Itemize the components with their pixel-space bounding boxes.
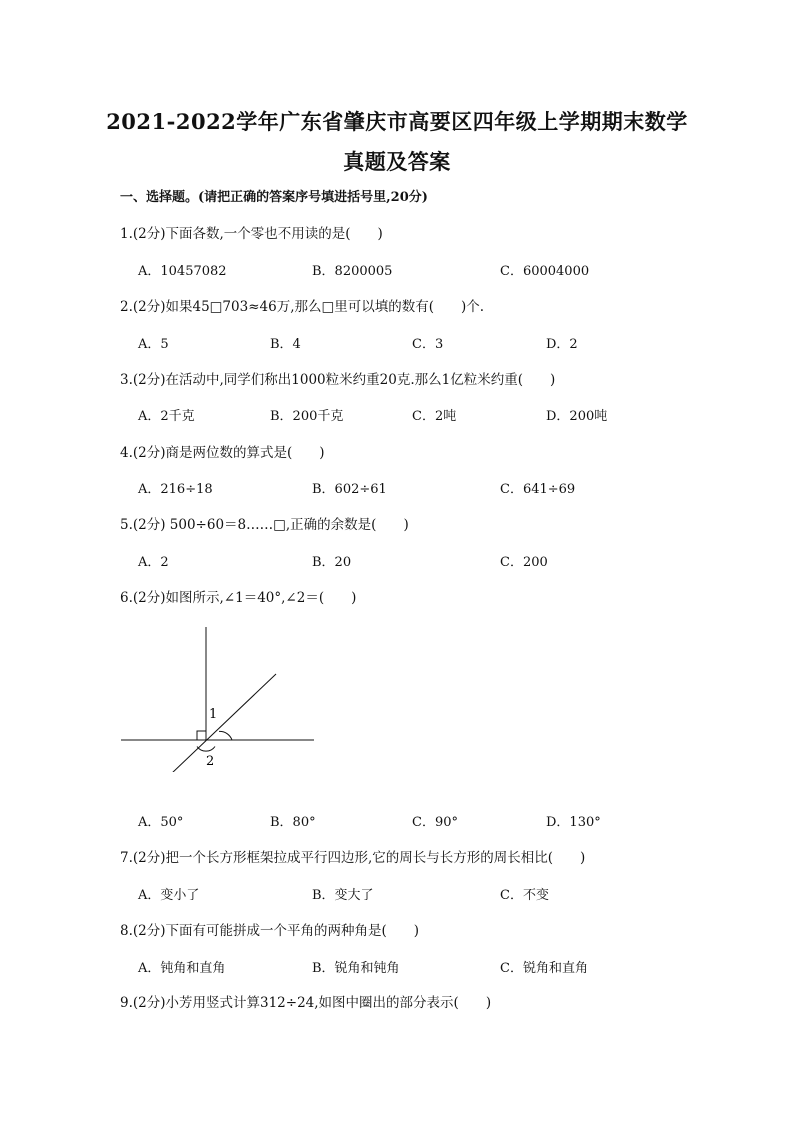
- q6-option-b: B．80°: [270, 815, 316, 830]
- q7-option-c: C．不变: [500, 888, 549, 903]
- angle-diagram: [118, 622, 318, 772]
- q4-option-c: C．641÷69: [500, 482, 576, 497]
- q3-option-b: B．200千克: [270, 409, 344, 424]
- q6-option-c: C．90°: [412, 815, 458, 830]
- q2-option-c: C．3: [412, 337, 444, 352]
- q5-option-a: A．2: [138, 555, 169, 570]
- q1-option-c: C．60004000: [500, 264, 590, 279]
- angle-1-label: 1: [209, 707, 218, 722]
- q1-option-a: A．10457082: [138, 264, 227, 279]
- section-heading: 一、选择题。(请把正确的答案序号填进括号里,20分): [120, 190, 428, 205]
- angle-1-arc: [219, 731, 232, 740]
- q3-option-c: C．2吨: [412, 409, 457, 424]
- question-3: 3.(2分)在活动中,同学们称出1000粒米约重20克.那么1亿粒米约重( ): [120, 372, 556, 388]
- q7-option-a: A．变小了: [138, 888, 200, 903]
- q7-option-b: B．变大了: [312, 888, 374, 903]
- angle-2-label: 2: [206, 754, 215, 769]
- q4-option-a: A．216÷18: [138, 482, 213, 497]
- q8-option-a: A．钝角和直角: [138, 961, 226, 976]
- question-4: 4.(2分)商是两位数的算式是( ): [120, 445, 325, 461]
- q4-option-b: B．602÷61: [312, 482, 387, 497]
- q2-option-a: A．5: [138, 337, 169, 352]
- q8-option-c: C．锐角和直角: [500, 961, 588, 976]
- angle-figure: [118, 622, 318, 772]
- question-5: 5.(2分) 500÷60＝8……□,正确的余数是( ): [120, 517, 409, 533]
- q3-option-a: A．2千克: [138, 409, 195, 424]
- page-title: 2021-2022学年广东省肇庆市高要区四年级上学期期末数学: [106, 109, 688, 134]
- right-angle-mark: [197, 731, 206, 740]
- q5-option-b: B．20: [312, 555, 352, 570]
- page-subtitle: 真题及答案: [343, 149, 451, 174]
- q5-option-c: C．200: [500, 555, 548, 570]
- q3-option-d: D．200吨: [546, 409, 608, 424]
- question-6: 6.(2分)如图所示,∠1＝40°,∠2＝( ): [120, 590, 357, 606]
- question-2: 2.(2分)如果45□703≈46万,那么□里可以填的数有( )个.: [120, 299, 485, 315]
- q2-option-d: D．2: [546, 337, 578, 352]
- q8-option-b: B．锐角和钝角: [312, 961, 400, 976]
- question-7: 7.(2分)把一个长方形框架拉成平行四边形,它的周长与长方形的周长相比( ): [120, 850, 586, 866]
- question-1: 1.(2分)下面各数,一个零也不用读的是( ): [120, 226, 383, 242]
- q1-option-b: B．8200005: [312, 264, 393, 279]
- q6-option-d: D．130°: [546, 815, 601, 830]
- q2-option-b: B．4: [270, 337, 301, 352]
- q6-option-a: A．50°: [138, 815, 184, 830]
- question-9: 9.(2分)小芳用竖式计算312÷24,如图中圈出的部分表示( ): [120, 995, 492, 1011]
- question-8: 8.(2分)下面有可能拼成一个平角的两种角是( ): [120, 923, 420, 939]
